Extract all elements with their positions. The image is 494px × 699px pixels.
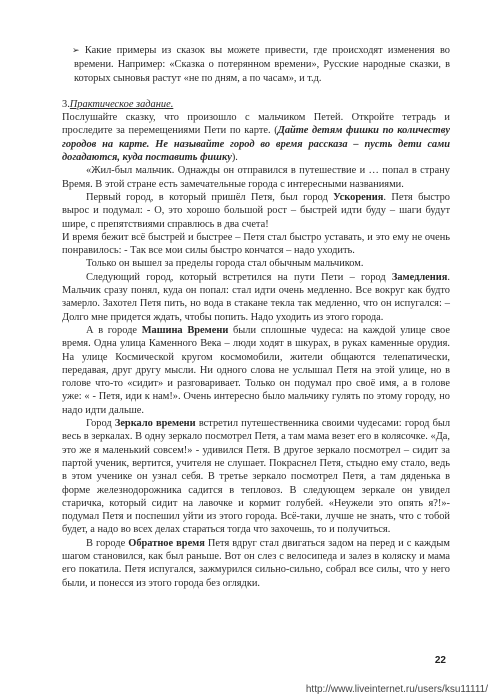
story-paragraph-6 [62,324,450,417]
story-paragraph-8 [62,537,450,590]
story-text: Петя вдруг стал двигаться задом на перед и с каждым шагом становился, как был раньше. Вот он слез с велосипеда и залез в коляску и мама его покатила. Петя испугался, зажмурился сильно-сильно, собрал все силы, что у него были, и понесся из этого города без оглядки. [62,537,450,589]
bullet-text: Какие примеры из сказок вы можете привести, где происходят изменения во времени. Например: «Сказка о потерянном времени», Русские народные сказки, в которых сыновья растут «не по дням, а по часам», и т.д. [74,45,450,84]
task-number: 3. [62,98,70,110]
city-name-mirror-of-time: Зеркало времени [114,418,196,430]
story-text: встретил путешественника своими чудесами: город был весь в зеркалах. В одну зеркало посмотрел Петя, а там мама везет его в колясочке. «Да, это же я маленький совсем!» - удивился Петя. В другое зеркало посмотрел – сидит за партой ученик, вертится, учителя не слушает. Покраснел Петя, стыдно ему стало, ведь в этом ученике он узнал себя. В третье зеркало посмотрел Петя, а там дяденька в форме железнодорожника садится в тепловоз. В следующем зеркале он увидел старичка, который сидит на лавочке и кормит голубей. «Неужели это опять я?!»- подумал Петя и поспешил уйти из этого города. Всё-таки, лучше не знать, что с тобой будет, а надо во всех делах стараться тогда что захочешь, то и получиться. [62,418,451,536]
story-text: . Петя быстро вырос и подумал: - О, это хорошо большой рост – быстрей идти буду – шаги будут шире, с препятствиями справлюсь в два счета! [62,191,451,230]
story-text: были сплошные чудеса: на каждой улице свое время. Одна улица Каменного Века – люди ходят в шкурах, в руках каменные орудия. На улице Космической кругом космомобили, жители общаются телепатически, передавая, друг другу мысли. Ни одного слова не услышал Петя на этой улице, но в голове что-то «сидит» и разговаривает. Только он подумал про своё имя, а в голове уже: « - Петя, иди к нам!». Очень интересно было мальчику гулять по этому городу, но надо идти дальше. [62,324,450,416]
story-paragraph-2 [62,191,450,231]
task-heading [62,98,450,111]
story-paragraph-4: Только он вышел за пределы города стал обычным мальчиком. [86,258,364,270]
bullet-paragraph [62,44,450,85]
city-name-acceleration: Ускорения [333,191,384,203]
city-name-time-machine: Машина Времени [141,324,229,336]
task-teacher-note: Дайте детям фишки по количеству городов на карте. Не называйте город во время рассказа – пусть дети сами догадаются, куда поставить фишку [62,125,450,164]
task-title: Практическое задание. [69,98,174,110]
story-paragraph-7 [62,417,450,537]
story-text: Город [86,418,115,430]
page-number: 22 [434,655,446,666]
story-paragraph-3: И время бежит всё быстрей и быстрее – Петя стал быстро уставать, и это ему не очень понравилось: - Так все мои силы быстро кончатся – надо уходить. [62,231,450,257]
city-name-reverse-time: Обратное время [128,537,205,549]
story-text: Первый город, в который пришёл Петя, был город [86,191,334,203]
city-name-slowdown: Замедления [391,271,448,283]
task-intro-text: Послушайте сказку, что произошло с мальчиком Петей. Откройте тетрадь и проследите за перемещениями Пети по карте. ( [62,112,450,137]
story-text: А в городе [86,324,142,336]
story-text: Следующий город, который встретился на пути Пети – город [86,271,392,283]
task-intro [62,111,450,164]
arrow-bullet-icon: ➢ [72,46,80,56]
task-close: ). [231,152,238,164]
watermark-url: http://www.liveinternet.ru/users/ksu11111/ [305,684,488,695]
story-text: В городе [86,537,129,549]
story-paragraph-5 [62,271,450,324]
story-paragraph-1: «Жил-был мальчик. Однажды он отправился в путешествие и … попал в страну Время. В этой стране есть замечательные города с интересными названиями. [62,165,450,190]
story-text: . Мальчик сразу понял, куда он попал: стал идти очень медленно. Все вокруг как будто замерло. Захотел Петя пить, но вода в стакане текла так медленно, что он испугался: – Долго мне придется ждать, чтобы попить. Надо уходить из этого города. [62,271,450,323]
